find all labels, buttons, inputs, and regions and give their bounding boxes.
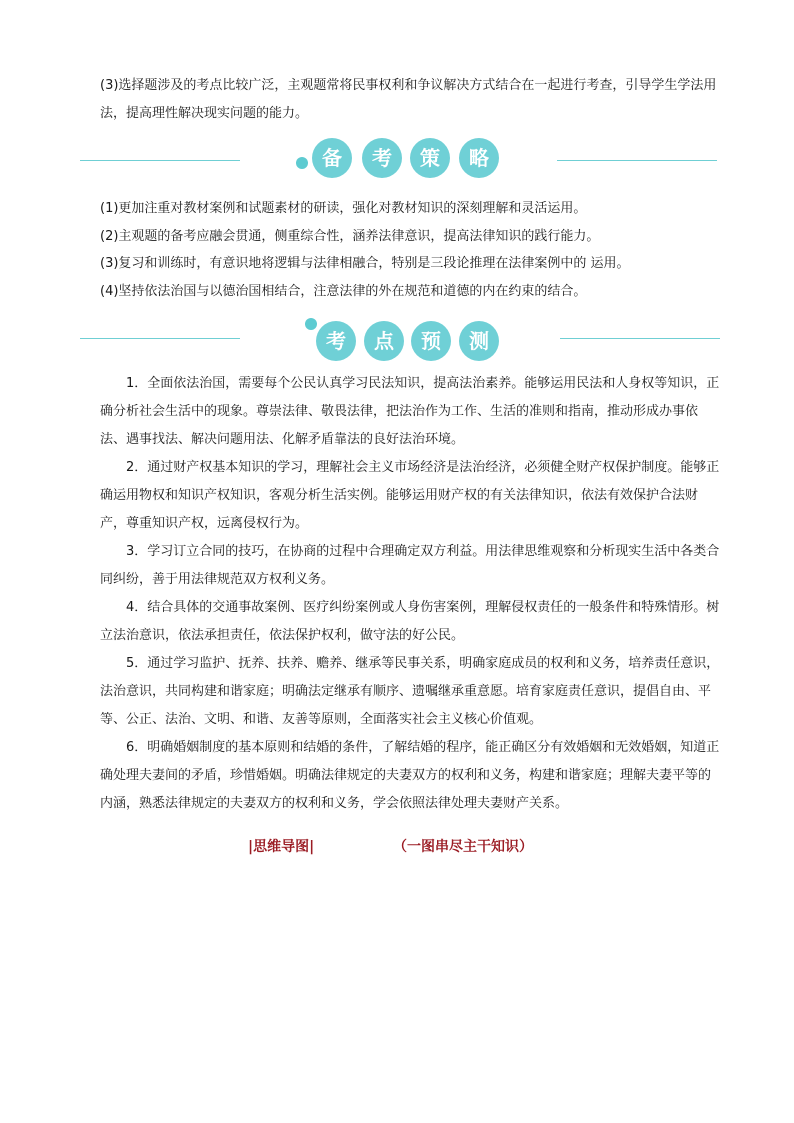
prediction-item: 6．明确婚姻制度的基本原则和结婚的条件，了解结婚的程序，能正确区分有效婚姻和无效婚姻，知道正确处理夫妻间的矛盾，珍惜婚姻。明确法律规定的夫妻双方的权利和义务，构建和谐家庭；理解夫妻平等的内涵，熟悉法律规定的夫妻双方的权利和义务，学会依照法律处理夫妻财产关系。 — [100, 740, 720, 811]
strategy-banner — [0, 136, 794, 186]
banner-line-right — [557, 160, 717, 161]
intro-section — [100, 72, 722, 128]
prediction-item: 1．全面依法治国，需要每个公民认真学习民法知识，提高法治素养。能够运用民法和人身权等知识，正确分析社会生活中的现象。尊崇法律、敬畏法律，把法治作为工作、生活的准则和指南，推动形成办事依法、遇事找法、解决问题用法、化解矛盾靠法的良好法治环境。 — [100, 376, 720, 447]
prediction-banner — [0, 316, 794, 366]
prediction-item: 3．学习订立合同的技巧，在协商的过程中合理确定双方利益。用法律思维观察和分析现实生活中各类合同纠纷，善于用法律规范双方权利义务。 — [100, 544, 720, 587]
banner-char: 点 — [364, 321, 404, 361]
decor-dot-icon — [296, 157, 308, 169]
banner-char: 策 — [410, 138, 450, 178]
prediction-item: 2．通过财产权基本知识的学习，理解社会主义市场经济是法治经济，必须健全财产权保护制度。能够正确运用物权和知识产权知识，客观分析生活实例。能够运用财产权的有关法律知识，依法有效保护合法财产，尊重知识产权，远离侵权行为。 — [100, 460, 720, 531]
banner-line-left — [80, 160, 240, 161]
banner-char: 考 — [362, 138, 402, 178]
strategy-item: (3)复习和训练时，有意识地将逻辑与法律相融合，特别是三段论推理在法律案例中的 运用。 — [100, 256, 630, 271]
intro-paragraph: (3)选择题涉及的考点比较广泛，主观题常将民事权利和争议解决方式结合在一起进行考查，引导学生学法用法，提高理性解决现实问题的能力。 — [100, 78, 717, 121]
banner-char: 预 — [411, 321, 451, 361]
strategy-item: (1)更加注重对教材案例和试题素材的研读，强化对教材知识的深刻理解和灵活运用。 — [100, 201, 587, 216]
mindmap-title: |思维导图| — [248, 839, 315, 855]
strategy-section — [100, 195, 722, 305]
banner-char: 考 — [316, 321, 356, 361]
decor-dot-icon — [305, 318, 317, 330]
banner-line-right — [560, 338, 720, 339]
banner-char: 测 — [459, 321, 499, 361]
strategy-item: (2)主观题的备考应融会贯通，侧重综合性，涵养法律意识，提高法律知识的践行能力。 — [100, 228, 600, 244]
prediction-section — [100, 370, 722, 818]
mindmap-subtitle: （一图串尽主干知识） — [393, 839, 533, 855]
prediction-item: 5．通过学习监护、抚养、扶养、赡养、继承等民事关系，明确家庭成员的权利和义务，培养责任意识，法治意识，共同构建和谐家庭；明确法定继承有顺序、遗嘱继承重意愿。培育家庭责任意识，提倡自由、平等、公正、法治、文明、和谐、友善等原则，全面落实社会主义核心价值观。 — [100, 656, 720, 727]
strategy-item: (4)坚持依法治国与以德治国相结合，注意法律的外在规范和道德的内在约束的结合。 — [100, 283, 587, 299]
banner-char: 备 — [312, 138, 352, 178]
prediction-item: 4．结合具体的交通事故案例、医疗纠纷案例或人身伤害案例，理解侵权责任的一般条件和特殊情形。树立法治意识，依法承担责任，依法保护权利，做守法的好公民。 — [100, 600, 720, 643]
banner-char: 略 — [459, 138, 499, 178]
banner-line-left — [80, 338, 240, 339]
